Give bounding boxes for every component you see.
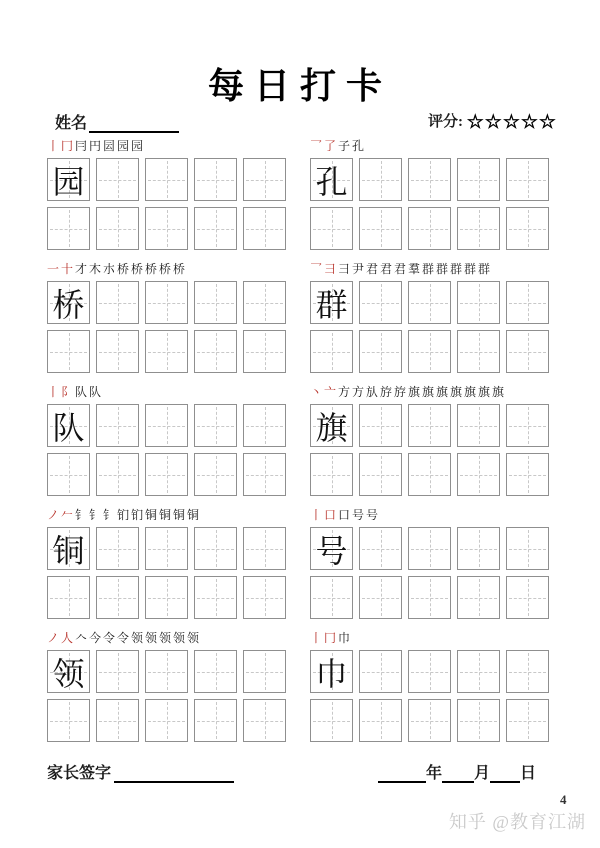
practice-cell[interactable] bbox=[194, 650, 237, 693]
practice-cell[interactable] bbox=[243, 207, 286, 250]
practice-cell[interactable] bbox=[194, 281, 237, 324]
practice-cell[interactable] bbox=[506, 576, 549, 619]
stroke-order-sequence bbox=[310, 261, 556, 277]
model-character-cell bbox=[47, 281, 90, 324]
model-character-cell bbox=[47, 158, 90, 201]
stroke-order-sequence bbox=[310, 507, 556, 523]
model-character-cell bbox=[310, 527, 353, 570]
stroke-order-red: ノ𠂉 bbox=[47, 508, 76, 522]
stroke-order-rest: 口号号 bbox=[338, 508, 381, 522]
practice-cell[interactable] bbox=[506, 404, 549, 447]
practice-cell[interactable] bbox=[506, 699, 549, 742]
practice-block-领 bbox=[47, 630, 293, 742]
parent-signature-label: 家长签字 bbox=[47, 765, 112, 782]
practice-cell[interactable] bbox=[145, 281, 188, 324]
model-character: 领 bbox=[52, 655, 85, 692]
practice-cell[interactable] bbox=[194, 453, 237, 496]
stroke-order-red: 丨口 bbox=[310, 508, 339, 522]
practice-cell[interactable] bbox=[243, 527, 286, 570]
practice-cell[interactable] bbox=[506, 650, 549, 693]
name-field bbox=[55, 110, 179, 133]
practice-cell[interactable] bbox=[506, 453, 549, 496]
model-character: 巾 bbox=[315, 655, 348, 692]
practice-cell[interactable] bbox=[457, 650, 500, 693]
stroke-order-red: 丨冂 bbox=[47, 139, 76, 153]
name-input-line[interactable] bbox=[89, 115, 179, 133]
model-character: 队 bbox=[52, 409, 85, 446]
model-character: 群 bbox=[315, 286, 348, 323]
practice-cell[interactable] bbox=[457, 699, 500, 742]
practice-cell[interactable] bbox=[243, 650, 286, 693]
practice-cell[interactable] bbox=[359, 330, 402, 373]
model-character-cell bbox=[310, 281, 353, 324]
model-character-cell bbox=[310, 158, 353, 201]
model-character: 铜 bbox=[52, 532, 85, 569]
stroke-order-sequence bbox=[310, 138, 556, 154]
practice-cell[interactable] bbox=[145, 527, 188, 570]
practice-cell[interactable] bbox=[96, 650, 139, 693]
model-character-cell bbox=[310, 404, 353, 447]
practice-cell[interactable] bbox=[96, 453, 139, 496]
stroke-order-sequence bbox=[310, 384, 556, 400]
practice-cell[interactable] bbox=[194, 404, 237, 447]
practice-cell[interactable] bbox=[506, 330, 549, 373]
practice-cell[interactable] bbox=[194, 158, 237, 201]
score-label: 评分: bbox=[428, 114, 463, 130]
practice-block-旗 bbox=[310, 384, 556, 496]
practice-cell[interactable] bbox=[145, 404, 188, 447]
practice-cell[interactable] bbox=[96, 158, 139, 201]
stroke-order-rest: 冃円囩园园 bbox=[75, 139, 146, 153]
practice-cell[interactable] bbox=[145, 158, 188, 201]
practice-cell[interactable] bbox=[506, 527, 549, 570]
stroke-order-sequence bbox=[47, 261, 293, 277]
practice-cell[interactable] bbox=[359, 207, 402, 250]
stroke-order-red: 丶亠 bbox=[310, 385, 339, 399]
practice-block-号 bbox=[310, 507, 556, 619]
practice-cell[interactable] bbox=[359, 527, 402, 570]
practice-grid bbox=[47, 650, 293, 742]
practice-cell[interactable] bbox=[145, 650, 188, 693]
star-rating-icons[interactable]: ☆☆☆☆☆ bbox=[466, 112, 557, 133]
practice-cell[interactable] bbox=[310, 207, 353, 250]
page-title: 每日打卡 bbox=[207, 66, 392, 106]
stroke-order-rest: 𠆢今令令领领领领领 bbox=[75, 631, 202, 645]
stroke-order-rest: 子孔 bbox=[338, 139, 367, 153]
model-character: 孔 bbox=[315, 163, 348, 200]
parent-signature-line[interactable] bbox=[114, 765, 234, 783]
model-character-cell bbox=[47, 527, 90, 570]
stroke-order-sequence bbox=[47, 630, 293, 646]
parent-signature-field bbox=[47, 760, 234, 783]
stroke-order-sequence bbox=[310, 630, 556, 646]
practice-cell[interactable] bbox=[408, 207, 451, 250]
practice-cell[interactable] bbox=[96, 404, 139, 447]
practice-cell[interactable] bbox=[506, 158, 549, 201]
practice-cell[interactable] bbox=[359, 699, 402, 742]
stroke-order-rest: 方方㫃斿斿旗旗旗旗旗旗旗 bbox=[338, 385, 507, 399]
practice-cell[interactable] bbox=[457, 453, 500, 496]
practice-cell[interactable] bbox=[408, 453, 451, 496]
practice-cell[interactable] bbox=[96, 527, 139, 570]
practice-cell[interactable] bbox=[96, 576, 139, 619]
date-month-line[interactable] bbox=[442, 765, 474, 783]
practice-cell[interactable] bbox=[194, 699, 237, 742]
practice-cell[interactable] bbox=[47, 453, 90, 496]
practice-cell[interactable] bbox=[47, 330, 90, 373]
practice-cell[interactable] bbox=[457, 281, 500, 324]
practice-cell[interactable] bbox=[310, 576, 353, 619]
stroke-order-red: ノ人 bbox=[47, 631, 76, 645]
practice-cell[interactable] bbox=[408, 158, 451, 201]
stroke-order-red: 丨冂 bbox=[310, 631, 339, 645]
practice-grid bbox=[47, 158, 293, 250]
practice-cell[interactable] bbox=[457, 207, 500, 250]
watermark: 知乎 @教育江湖 bbox=[448, 812, 586, 832]
date-field bbox=[378, 760, 536, 783]
practice-cell[interactable] bbox=[359, 650, 402, 693]
practice-block-孔 bbox=[310, 138, 556, 250]
practice-grid bbox=[310, 650, 556, 742]
practice-cell[interactable] bbox=[359, 404, 402, 447]
practice-cell[interactable] bbox=[243, 576, 286, 619]
page-number: 4 bbox=[560, 792, 567, 807]
model-character: 旗 bbox=[315, 409, 348, 446]
model-character: 园 bbox=[52, 163, 85, 200]
practice-cell[interactable] bbox=[506, 207, 549, 250]
practice-cell[interactable] bbox=[145, 699, 188, 742]
stroke-order-rest: 巾 bbox=[338, 631, 353, 645]
practice-cell[interactable] bbox=[310, 330, 353, 373]
practice-block-群 bbox=[310, 261, 556, 373]
stroke-order-sequence bbox=[47, 384, 293, 400]
practice-cell[interactable] bbox=[408, 281, 451, 324]
stroke-order-rest: 队队 bbox=[75, 385, 104, 399]
practice-cell[interactable] bbox=[47, 207, 90, 250]
practice-cell[interactable] bbox=[194, 207, 237, 250]
practice-cell[interactable] bbox=[457, 527, 500, 570]
practice-cell[interactable] bbox=[96, 699, 139, 742]
practice-cell[interactable] bbox=[408, 330, 451, 373]
date-year-line[interactable] bbox=[378, 765, 426, 783]
practice-cell[interactable] bbox=[47, 699, 90, 742]
practice-cell[interactable] bbox=[145, 207, 188, 250]
practice-cell[interactable] bbox=[506, 281, 549, 324]
practice-cell[interactable] bbox=[194, 576, 237, 619]
practice-cell[interactable] bbox=[194, 330, 237, 373]
practice-block-桥 bbox=[47, 261, 293, 373]
model-character: 号 bbox=[315, 532, 348, 569]
practice-cell[interactable] bbox=[408, 699, 451, 742]
model-character-cell bbox=[47, 650, 90, 693]
stroke-order-red: 乛了 bbox=[310, 139, 339, 153]
practice-cell[interactable] bbox=[310, 453, 353, 496]
practice-cell[interactable] bbox=[243, 404, 286, 447]
practice-cell[interactable] bbox=[243, 158, 286, 201]
stroke-order-sequence bbox=[47, 507, 293, 523]
practice-cell[interactable] bbox=[457, 158, 500, 201]
practice-cell[interactable] bbox=[243, 330, 286, 373]
practice-block-队 bbox=[47, 384, 293, 496]
stroke-order-rest: 才木朩桥桥桥桥桥 bbox=[75, 262, 188, 276]
model-character: 桥 bbox=[52, 286, 85, 323]
stroke-order-sequence bbox=[47, 138, 293, 154]
date-month-label: 月 bbox=[474, 765, 491, 782]
stroke-order-red: 一十 bbox=[47, 262, 76, 276]
stroke-order-red: 乛彐 bbox=[310, 262, 339, 276]
practice-cell[interactable] bbox=[408, 576, 451, 619]
score-field bbox=[428, 110, 557, 134]
practice-cell[interactable] bbox=[408, 404, 451, 447]
practice-cell[interactable] bbox=[408, 527, 451, 570]
practice-cell[interactable] bbox=[457, 576, 500, 619]
practice-cell[interactable] bbox=[457, 330, 500, 373]
name-label: 姓名 bbox=[55, 115, 88, 132]
stroke-order-rest: 彐尹君君君羣群群群群群 bbox=[338, 262, 493, 276]
stroke-order-rest: 钅钅钅钔钔铜铜铜铜 bbox=[75, 508, 202, 522]
practice-cell[interactable] bbox=[194, 527, 237, 570]
practice-cell[interactable] bbox=[47, 576, 90, 619]
practice-grid bbox=[47, 404, 293, 496]
stroke-order-red: 丨阝 bbox=[47, 385, 76, 399]
practice-grid bbox=[310, 281, 556, 373]
date-day-label: 日 bbox=[520, 765, 537, 782]
practice-grid bbox=[310, 158, 556, 250]
model-character-cell bbox=[47, 404, 90, 447]
practice-cell[interactable] bbox=[408, 650, 451, 693]
practice-cell[interactable] bbox=[145, 576, 188, 619]
practice-cell[interactable] bbox=[243, 699, 286, 742]
practice-cell[interactable] bbox=[359, 158, 402, 201]
practice-cell[interactable] bbox=[96, 207, 139, 250]
practice-cell[interactable] bbox=[96, 330, 139, 373]
date-day-line[interactable] bbox=[490, 765, 520, 783]
practice-grid bbox=[310, 404, 556, 496]
practice-grid bbox=[47, 281, 293, 373]
practice-cell[interactable] bbox=[243, 281, 286, 324]
practice-cell[interactable] bbox=[145, 453, 188, 496]
practice-cell[interactable] bbox=[96, 281, 139, 324]
practice-cell[interactable] bbox=[243, 453, 286, 496]
practice-cell[interactable] bbox=[359, 576, 402, 619]
date-year-label: 年 bbox=[426, 765, 443, 782]
practice-cell[interactable] bbox=[145, 330, 188, 373]
practice-grid bbox=[310, 527, 556, 619]
practice-cell[interactable] bbox=[359, 453, 402, 496]
practice-block-巾 bbox=[310, 630, 556, 742]
practice-cell[interactable] bbox=[359, 281, 402, 324]
practice-cell[interactable] bbox=[457, 404, 500, 447]
practice-block-铜 bbox=[47, 507, 293, 619]
model-character-cell bbox=[310, 650, 353, 693]
practice-block-园 bbox=[47, 138, 293, 250]
practice-grid bbox=[47, 527, 293, 619]
practice-cell[interactable] bbox=[310, 699, 353, 742]
